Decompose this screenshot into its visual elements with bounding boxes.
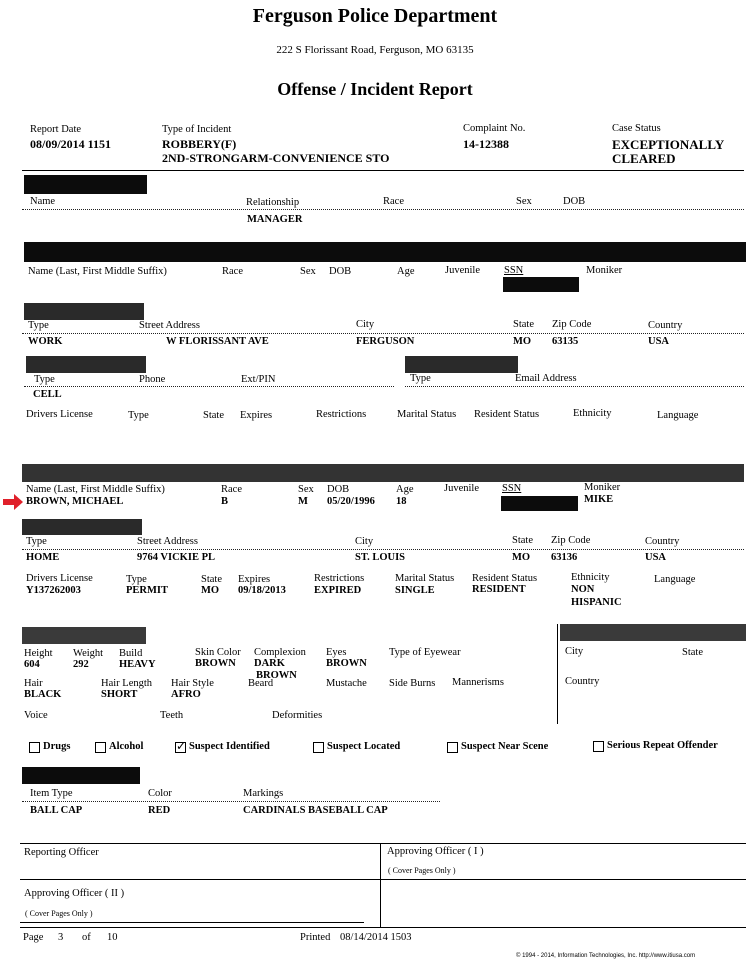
redaction-block (405, 356, 518, 373)
suspect-header-bar (22, 464, 744, 482)
complaint-label: Complaint No. (463, 123, 526, 134)
dotted-rule (22, 801, 440, 802)
dotted-rule (405, 386, 744, 387)
person-sex-label: Sex (300, 266, 316, 277)
report-date: 08/09/2014 1151 (30, 137, 112, 151)
teeth-label: Teeth (160, 710, 184, 721)
relationship-value: MANAGER (247, 214, 303, 225)
addr2-city-label: City (355, 536, 374, 547)
suspect-near-scene-checkbox[interactable] (447, 742, 458, 753)
email-address-label: Email Address (515, 373, 577, 384)
suspect-identified-checkbox[interactable] (175, 739, 187, 753)
redaction-block (560, 624, 746, 641)
addr2-country-label: Country (645, 536, 680, 547)
suspect-moniker: MIKE (584, 494, 614, 505)
dl2-number: Y137262003 (26, 585, 81, 596)
report-date-label: Report Date (30, 124, 82, 135)
cover-pages-note-2: ( Cover Pages Only ) (25, 909, 93, 918)
side-burns-label: Side Burns (389, 678, 436, 689)
complexion-value: DARK (254, 658, 285, 669)
suspect-located-checkbox[interactable] (313, 742, 324, 753)
complexion-value-2: BROWN (256, 670, 297, 681)
dotted-rule (22, 209, 744, 210)
item-type-value: BALL CAP (30, 805, 83, 816)
case-status-label: Case Status (612, 123, 661, 134)
complaint-number: 14-12388 (463, 137, 509, 151)
suspect-dob: 05/20/1996 (327, 496, 375, 507)
height-value: 604 (24, 659, 40, 670)
rule (20, 879, 746, 880)
eyes-label: Eyes (326, 647, 347, 658)
dl1-type-label: Type (128, 410, 149, 421)
drugs-checkbox[interactable] (29, 742, 40, 753)
suspect-race: B (221, 496, 229, 507)
dl2-marital-label: Marital Status (395, 573, 455, 584)
printed-label: Printed (300, 932, 331, 943)
addr1-city-label: City (356, 319, 375, 330)
person-race-label: Race (222, 266, 243, 277)
addr1-city: FERGUSON (356, 336, 415, 347)
addr1-country-label: Country (648, 320, 683, 331)
email-type-label: Type (410, 373, 431, 384)
dl2-ethnicity-line1: NON (571, 584, 595, 595)
department-title: Ferguson Police Department (252, 5, 498, 27)
suspect-age: 18 (396, 496, 407, 507)
copyright-notice: © 1994 - 2014, Information Technologies, Inc. http://www.itiusa.com (516, 953, 696, 959)
suspect-age-label: Age (396, 484, 414, 495)
state-label: State (682, 647, 703, 658)
addr2-state-label: State (512, 535, 533, 546)
dl1-state-label: State (203, 410, 224, 421)
complexion-label: Complexion (254, 647, 306, 658)
suspect-name: BROWN, MICHAEL (26, 496, 124, 507)
dl2-restrictions-label: Restrictions (314, 573, 365, 584)
suspect-located-label: Suspect Located (327, 741, 401, 752)
addr1-zip-label: Zip Code (552, 319, 592, 330)
phone-label: Phone (139, 374, 166, 385)
mannerisms-label: Mannerisms (452, 677, 504, 688)
dl2-label: Drivers License (26, 573, 93, 584)
markings-label: Markings (243, 788, 284, 799)
victim-name-label: Name (30, 196, 56, 207)
suspect-sex: M (298, 496, 308, 507)
alcohol-label: Alcohol (109, 741, 144, 752)
column-divider (557, 624, 558, 724)
case-status-line1: EXCEPTIONALLY (612, 137, 725, 152)
dotted-rule (22, 333, 744, 334)
hair-length-value: SHORT (101, 689, 138, 700)
hair-value: BLACK (24, 689, 62, 700)
victim-sex-label: Sex (516, 196, 532, 207)
addr2-city: ST. LOUIS (355, 552, 405, 563)
dotted-rule (24, 386, 394, 387)
addr1-state: MO (513, 336, 532, 347)
skin-color-label: Skin Color (195, 647, 241, 658)
rule (22, 170, 744, 171)
checkmark-icon: ✓ (176, 739, 187, 753)
incident-type-line1: ROBBERY(F) (162, 137, 237, 151)
build-label: Build (119, 648, 143, 659)
person-name-label: Name (Last, First Middle Suffix) (28, 266, 167, 277)
suspect-identified-label: Suspect Identified (189, 741, 270, 752)
hair-length-label: Hair Length (101, 678, 153, 689)
dl2-resident-label: Resident Status (472, 573, 538, 584)
page-total: 10 (107, 932, 118, 943)
country-label: Country (565, 676, 600, 687)
rule (20, 843, 746, 844)
addr2-country: USA (645, 552, 667, 563)
report-title: Offense / Incident Report (277, 79, 473, 99)
person-juvenile-label: Juvenile (445, 265, 480, 276)
markings-value: CARDINALS BASEBALL CAP (243, 805, 388, 816)
dl2-expires-label: Expires (238, 574, 271, 585)
ssn-redaction (503, 277, 579, 292)
suspect-juvenile-label: Juvenile (444, 483, 479, 494)
addr1-zip: 63135 (552, 336, 579, 347)
approving-officer-1-label: Approving Officer ( I ) (387, 846, 484, 857)
skin-color-value: BROWN (195, 658, 236, 669)
cover-pages-note-1: ( Cover Pages Only ) (388, 866, 456, 875)
addr2-state: MO (512, 552, 531, 563)
victim-race-label: Race (383, 196, 404, 207)
deformities-label: Deformities (272, 710, 323, 721)
height-label: Height (24, 648, 53, 659)
dl2-ethnicity-label: Ethnicity (571, 572, 610, 583)
printed-date: 08/14/2014 1503 (340, 932, 412, 943)
redaction-block (22, 767, 140, 784)
page-of-label: of (82, 932, 91, 943)
mustache-label: Mustache (326, 678, 367, 689)
dl2-language-label: Language (654, 574, 696, 585)
incident-type-label: Type of Incident (162, 124, 232, 135)
redaction-bar (24, 242, 746, 262)
dl1-restrictions-label: Restrictions (316, 409, 367, 420)
dl1-expires-label: Expires (240, 410, 273, 421)
weight-label: Weight (73, 648, 104, 659)
dl1-ethnicity-label: Ethnicity (573, 408, 612, 419)
addr1-street: W FLORISSANT AVE (166, 336, 269, 347)
page-label: Page (23, 932, 44, 943)
dl2-restrictions: EXPIRED (314, 585, 362, 596)
suspect-near-scene-label: Suspect Near Scene (461, 741, 549, 752)
build-value: HEAVY (119, 659, 156, 670)
dl2-resident: RESIDENT (472, 584, 526, 595)
item-color-value: RED (148, 805, 171, 816)
suspect-ssn-label: SSN (502, 483, 522, 494)
redaction-block (26, 356, 146, 373)
person-ssn-label: SSN (504, 265, 524, 276)
addr2-type-label: Type (26, 536, 47, 547)
person-moniker-label: Moniker (586, 265, 623, 276)
redaction-block (24, 175, 147, 194)
rule (20, 922, 364, 923)
dl1-resident-label: Resident Status (474, 409, 540, 420)
department-address: 222 S Florissant Road, Ferguson, MO 63135 (276, 44, 474, 56)
suspect-dob-label: DOB (327, 484, 350, 495)
dl2-state: MO (201, 585, 220, 596)
city-label: City (565, 646, 584, 657)
item-color-label: Color (148, 788, 172, 799)
phone-type-value: CELL (33, 389, 62, 400)
addr2-street-label: Street Address (137, 536, 198, 547)
beard-label: Beard (248, 678, 274, 689)
redaction-block (24, 303, 144, 320)
relationship-label: Relationship (246, 197, 300, 208)
redaction-block (22, 627, 146, 644)
weight-value: 292 (73, 659, 89, 670)
addr1-type: WORK (28, 336, 63, 347)
rule (20, 927, 746, 928)
ssn-redaction (501, 496, 578, 511)
addr1-country: USA (648, 336, 670, 347)
addr2-street: 9764 VICKIE PL (137, 552, 215, 563)
dl1-language-label: Language (657, 410, 699, 421)
suspect-moniker-label: Moniker (584, 482, 621, 493)
eyes-value: BROWN (326, 658, 367, 669)
ext-pin-label: Ext/PIN (241, 374, 276, 385)
suspect-name-label: Name (Last, First Middle Suffix) (26, 484, 165, 495)
dl1-label: Drivers License (26, 409, 93, 420)
eyewear-label: Type of Eyewear (389, 647, 461, 658)
column-divider (380, 843, 381, 928)
incident-type-line2: 2ND-STRONGARM-CONVENIENCE STO (162, 151, 390, 165)
person-dob-label: DOB (329, 266, 352, 277)
alcohol-checkbox[interactable] (95, 742, 106, 753)
dl2-marital: SINGLE (395, 585, 435, 596)
case-status-line2: CLEARED (612, 151, 676, 166)
dl2-state-label: State (201, 574, 222, 585)
suspect-sex-label: Sex (298, 484, 314, 495)
hair-label: Hair (24, 678, 43, 689)
victim-dob-label: DOB (563, 196, 586, 207)
red-arrow-icon (3, 494, 23, 510)
dl2-expires: 09/18/2013 (238, 585, 286, 596)
serious-repeat-offender-checkbox[interactable] (593, 741, 604, 752)
person-age-label: Age (397, 266, 415, 277)
redaction-block (22, 519, 142, 535)
addr2-zip-label: Zip Code (551, 535, 591, 546)
voice-label: Voice (24, 710, 48, 721)
addr1-state-label: State (513, 319, 534, 330)
addr2-type: HOME (26, 552, 60, 563)
drugs-label: Drugs (43, 741, 71, 752)
approving-officer-2-label: Approving Officer ( II ) (24, 888, 125, 899)
addr2-zip: 63136 (551, 552, 578, 563)
dotted-rule (22, 549, 744, 550)
hair-style-value: AFRO (171, 689, 201, 700)
addr1-type-label: Type (28, 320, 49, 331)
reporting-officer-label: Reporting Officer (24, 847, 99, 858)
hair-style-label: Hair Style (171, 678, 214, 689)
dl1-marital-label: Marital Status (397, 409, 457, 420)
phone-type-label: Type (34, 374, 55, 385)
dl2-type-label: Type (126, 574, 147, 585)
suspect-race-label: Race (221, 484, 242, 495)
page-number: 3 (58, 932, 64, 943)
item-type-label: Item Type (30, 788, 73, 799)
serious-repeat-offender-label: Serious Repeat Offender (607, 740, 718, 751)
dl2-type: PERMIT (126, 585, 168, 596)
addr1-street-label: Street Address (139, 320, 200, 331)
dl2-ethnicity-line2: HISPANIC (571, 597, 622, 608)
